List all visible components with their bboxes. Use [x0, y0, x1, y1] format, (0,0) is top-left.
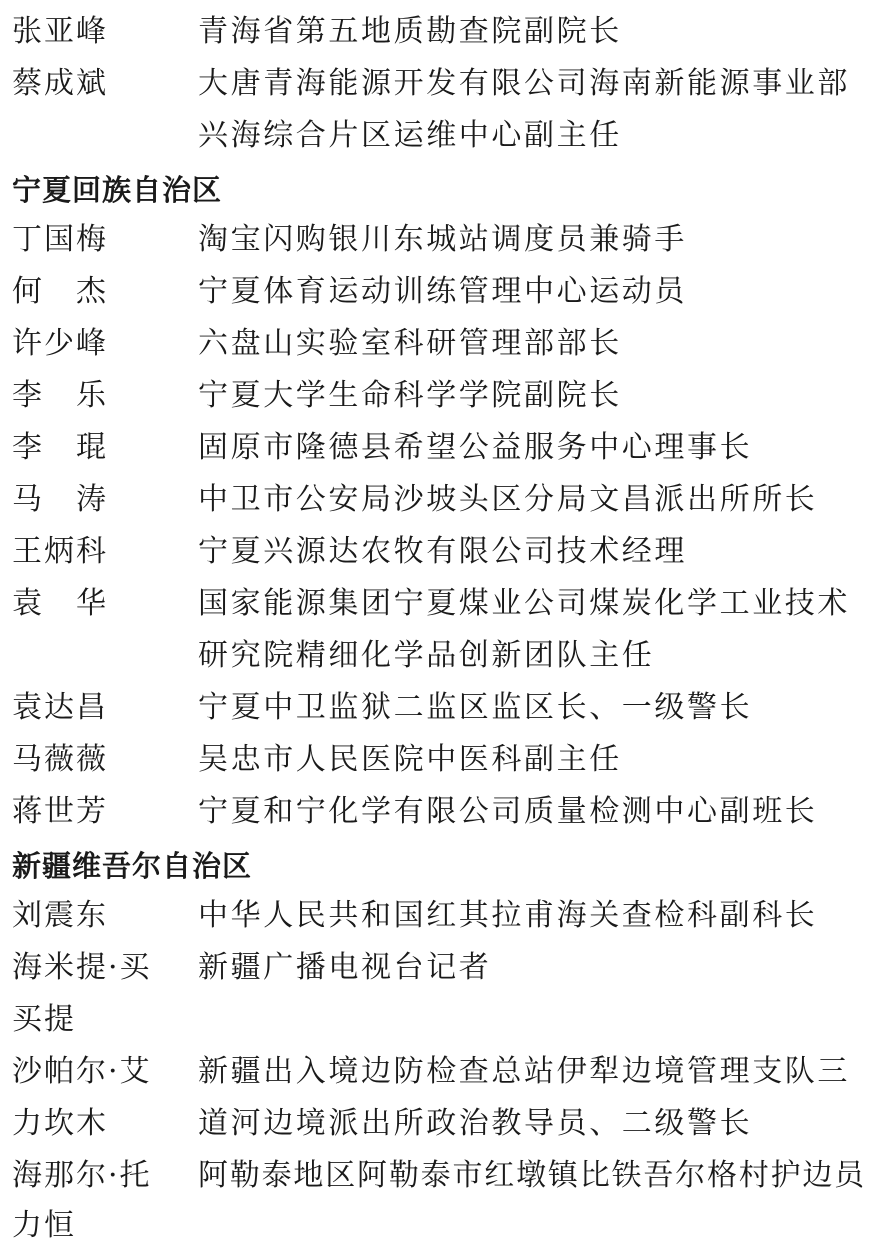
- person-name-continued: 力坎木: [12, 1106, 108, 1141]
- person-name: 王炳科: [12, 534, 108, 569]
- person-title: 宁夏和宁化学有限公司质量检测中心副班长: [198, 794, 818, 829]
- person-title: 青海省第五地质勘查院副院长: [198, 14, 622, 49]
- person-name-continued: 买提: [12, 1002, 76, 1037]
- person-title: 六盘山实验室科研管理部部长: [198, 326, 622, 361]
- person-title: 宁夏中卫监狱二监区监区长、一级警长: [198, 690, 753, 725]
- person-title: 国家能源集团宁夏煤业公司煤炭化学工业技术: [198, 586, 850, 621]
- person-title: 淘宝闪购银川东城站调度员兼骑手: [198, 222, 687, 257]
- person-name: 丁国梅: [12, 222, 108, 257]
- person-name: 蔡成斌: [12, 66, 108, 101]
- person-title: 中华人民共和国红其拉甫海关查检科副科长: [198, 898, 818, 933]
- person-name: 袁 华: [12, 586, 108, 621]
- section-heading: 新疆维吾尔自治区: [12, 849, 253, 883]
- section-heading: 宁夏回族自治区: [12, 173, 223, 207]
- person-name: 李 乐: [12, 378, 108, 413]
- person-title: 中卫市公安局沙坡头区分局文昌派出所所长: [198, 482, 818, 517]
- person-title: 新疆出入境边防检查总站伊犁边境管理支队三: [198, 1054, 850, 1089]
- person-title: 固原市隆德县希望公益服务中心理事长: [198, 430, 753, 465]
- person-name: 海米提·买: [12, 950, 152, 985]
- person-title-continued: 道河边境派出所政治教导员、二级警长: [198, 1106, 753, 1141]
- person-name: 李 琨: [12, 430, 108, 465]
- person-title: 宁夏兴源达农牧有限公司技术经理: [198, 534, 687, 569]
- person-name: 许少峰: [12, 326, 108, 361]
- person-name: 蒋世芳: [12, 794, 108, 829]
- person-title: 新疆广播电视台记者: [198, 950, 492, 985]
- person-title-continued: 兴海综合片区运维中心副主任: [198, 118, 622, 153]
- person-name: 袁达昌: [12, 690, 108, 725]
- person-title: 阿勒泰地区阿勒泰市红墩镇比铁吾尔格村护边员: [198, 1158, 866, 1193]
- person-title-continued: 研究院精细化学品创新团队主任: [198, 638, 655, 673]
- person-name: 何 杰: [12, 274, 108, 309]
- person-name: 张亚峰: [12, 14, 108, 49]
- person-name: 沙帕尔·艾: [12, 1054, 152, 1089]
- person-name: 海那尔·托: [12, 1158, 152, 1193]
- person-title: 宁夏大学生命科学学院副院长: [198, 378, 622, 413]
- person-name-continued: 力恒: [12, 1208, 76, 1243]
- person-name: 马 涛: [12, 482, 108, 517]
- person-name: 马薇薇: [12, 742, 108, 777]
- person-title: 吴忠市人民医院中医科副主任: [198, 742, 622, 777]
- person-title: 大唐青海能源开发有限公司海南新能源事业部: [198, 66, 850, 101]
- person-title: 宁夏体育运动训练管理中心运动员: [198, 274, 687, 309]
- person-name: 刘震东: [12, 898, 108, 933]
